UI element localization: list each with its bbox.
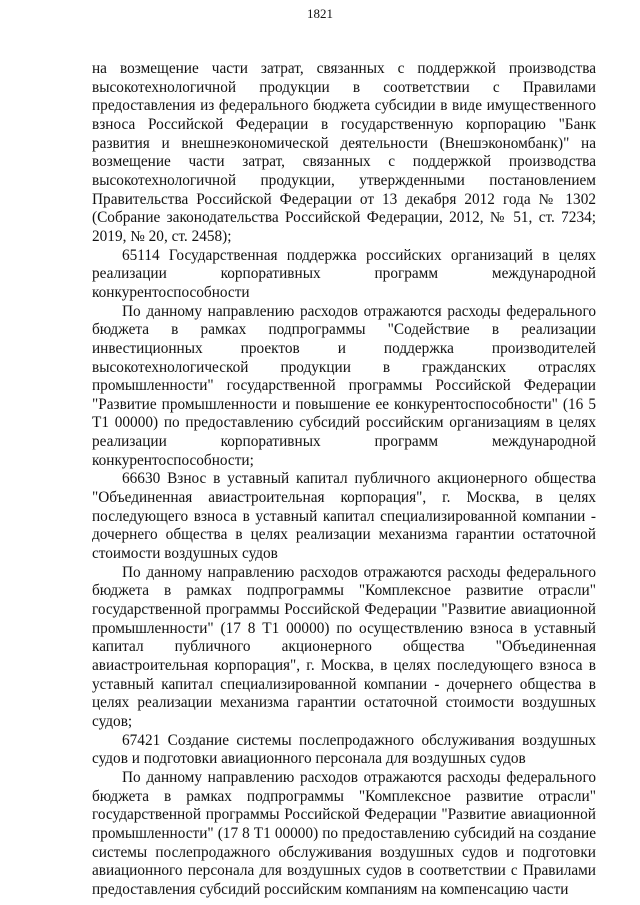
paragraph-heading-67421: 67421 Создание системы послепродажного обслуживания воздушных судов и подготовки авиационного персонала для воздушных судов	[92, 731, 596, 768]
document-body	[92, 60, 596, 900]
paragraph-description-66630: По данному направлению расходов отражаются расходы федерального бюджета в рамках подпрограммы "Комплексное развитие отрасли" государственной программы Российской Федерации "Развитие авиационной промышленности" (17 8 Т1 00000) по осуществлению взноса в уставный капитал публичного акционерного общества "Объединенная авиастроительная корпорация", г. Москва, в целях последующего взноса в уставный капитал специализированной компании - дочернего общества в целях реализации механизма гарантии остаточной стоимости воздушных судов;	[92, 563, 596, 730]
paragraph-description-67421: По данному направлению расходов отражаются расходы федерального бюджета в рамках подпрограммы "Комплексное развитие отрасли" государственной программы Российской Федерации "Развитие авиационной промышленности" (17 8 Т1 00000) по предоставлению субсидий на создание системы послепродажного обслуживания воздушных судов и подготовки авиационного персонала для воздушных судов в соответствии с Правилами предоставления субсидий российским компаниям на компенсацию части	[92, 768, 596, 898]
paragraph-description-65114: По данному направлению расходов отражаются расходы федерального бюджета в рамках подпрограммы "Содействие в реализации инвестиционных проектов и поддержка производителей высокотехнологической продукции в гражданских отраслях промышленности" государственной программы Российской Федерации "Развитие промышленности и повышение ее конкурентоспособности" (16 5 Т1 00000) по предоставлению субсидий российским организациям в целях реализации корпоративных программ международной конкурентоспособности;	[92, 302, 596, 469]
page-number: 1821	[307, 6, 333, 21]
paragraph-continuation: на возмещение части затрат, связанных с поддержкой производства высокотехнологичной продукции в соответствии с Правилами предоставления из федерального бюджета субсидии в виде имущественного взноса Российской Федерации в государственную корпорацию "Банк развития и внешнеэкономической деятельности (Внешэкономбанк)" на возмещение части затрат, связанных с поддержкой производства высокотехнологичной продукции, утвержденными постановлением Правительства Российской Федерации от 13 декабря 2012 года № 1302 (Собрание законодательства Российской Федерации, 2012, № 51, ст. 7234; 2019, № 20, ст. 2458);	[92, 60, 596, 245]
paragraph-heading-66630: 66630 Взнос в уставный капитал публичного акционерного общества "Объединенная авиастроительная корпорация", г. Москва, в целях последующего взноса в уставный капитал специализированной компании - дочернего общества в целях реализации механизма гарантии остаточной стоимости воздушных судов	[92, 470, 596, 563]
paragraph-heading-65114: 65114 Государственная поддержка российских организаций в целях реализации корпоративных программ международной конкурентоспособности	[92, 246, 596, 301]
